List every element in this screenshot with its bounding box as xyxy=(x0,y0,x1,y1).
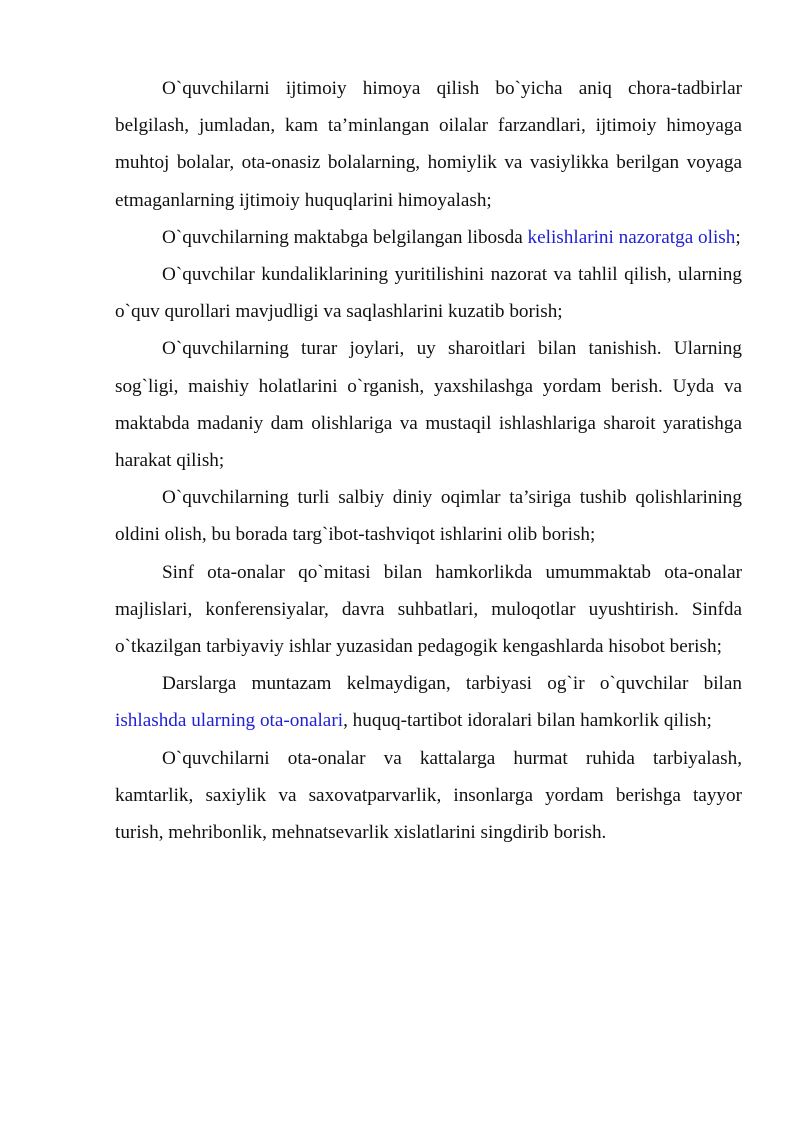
hyperlink-ishlashda-ularning-ota-onalari[interactable]: ishlashda ularning ota-onalari xyxy=(115,710,344,732)
paragraph-text: ; xyxy=(735,226,741,248)
paragraph-difficult-students xyxy=(115,665,742,739)
paragraph-text: O`quvchilarning maktabga belgilangan libosda xyxy=(162,226,528,248)
paragraph-text: Darslarga muntazam kelmaydigan, tarbiyasi og`ir o`quvchilar bilan xyxy=(162,673,742,695)
paragraph-religious-currents: O`quvchilarning turli salbiy diniy oqimlar ta’siriga tushib qolishlarining oldini olish, bu borada targ`ibot-tashviqot ishlarini olib borish; xyxy=(115,487,742,546)
paragraph-school-uniform xyxy=(115,219,742,256)
paragraph-diaries: O`quvchilar kundaliklarining yuritilishini nazorat va tahlil qilish, ularning o`quv qurollari mavjudligi va saqlashlarini kuzatib borish; xyxy=(115,264,742,323)
paragraph-respect-education: O`quvchilarni ota-onalar va kattalarga hurmat ruhida tarbiyalash, kamtarlik, saxiylik va saxovatparvarlik, insonlarga yordam berishga tayyor turish, mehribonlik, mehnatsevarlik xislatlarini singdirib borish. xyxy=(115,747,742,844)
document-page xyxy=(115,70,742,851)
paragraph-parent-committee: Sinf ota-onalar qo`mitasi bilan hamkorlikda umummaktab ota-onalar majlislari, konferensiyalar, davra suhbatlari, muloqotlar uyushtirish. Sinfda o`tkazilgan tarbiyaviy ishlar yuzasidan pedagogik kengashlarda hisobot berish; xyxy=(115,561,742,658)
hyperlink-kelishlarini-nazoratga-olish[interactable]: kelishlarini nazoratga olish xyxy=(527,226,736,248)
paragraph-text: , huquq-tartibot idoralari bilan hamkorlik qilish; xyxy=(343,710,712,732)
paragraph-living-conditions: O`quvchilarning turar joylari, uy sharoitlari bilan tanishish. Ularning sog`ligi, maishiy holatlarini o`rganish, yaxshilashga yordam berish. Uyda va maktabda madaniy dam olishlariga va mustaqil ishlashlariga sharoit yaratishga harakat qilish; xyxy=(115,338,742,472)
paragraph-social-protection: O`quvchilarni ijtimoiy himoya qilish bo`yicha aniq chora-tadbirlar belgilash, jumladan, kam ta’minlangan oilalar farzandlari, ijtimoiy himoyaga muhtoj bolalar, ota-onasiz bolalarning, homiylik va vasiylikka berilgan voyaga etmaganlarning ijtimoiy huquqlarini himoyalash; xyxy=(115,78,742,211)
